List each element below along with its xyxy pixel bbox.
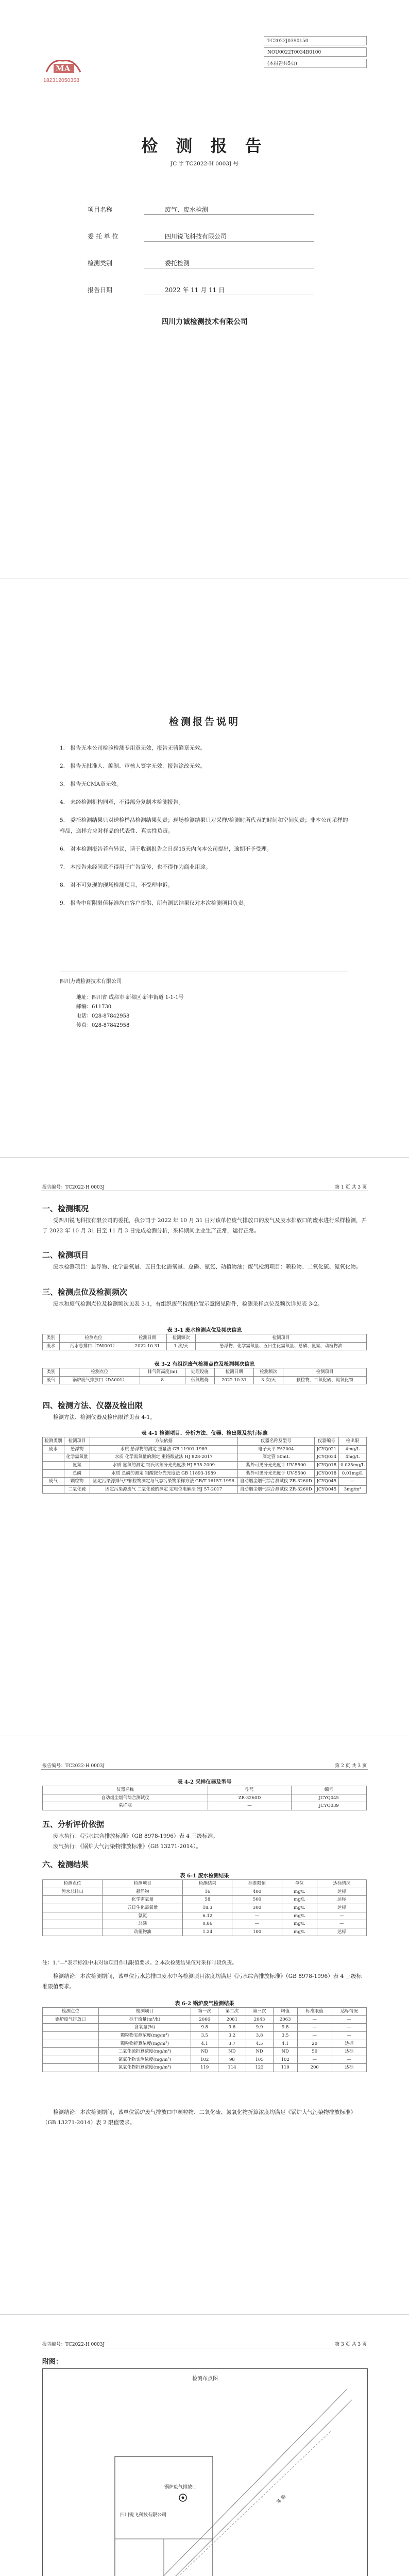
table-cell: 100	[232, 1928, 282, 1936]
table-cell: 114	[218, 2064, 246, 2072]
attachment-page	[0, 2314, 409, 2576]
contact-label: 传真：	[76, 1023, 92, 1028]
table-cell: 123	[246, 2064, 273, 2072]
report-number: JC 字 TC2022-H 0003J 号	[171, 161, 238, 167]
table-cell: 50	[297, 2048, 332, 2056]
table-cell	[43, 2048, 99, 2056]
table-header: 检测项目	[64, 1437, 90, 1446]
table-cell: 达标	[332, 2040, 366, 2048]
table-cell: 颗粒物	[64, 1478, 90, 1486]
table-cell: 水质 化学需氧量的测定 重铬酸盐法 HJ 828-2017	[90, 1453, 237, 1462]
table-cell	[43, 1904, 103, 1912]
table-header: 检测类别	[43, 1437, 64, 1446]
table-header: 检测点位	[43, 2008, 99, 2016]
table-cell: 达标	[317, 1888, 366, 1896]
table-cell: —	[208, 1802, 292, 1810]
table-3-1	[42, 1334, 367, 1350]
table-header: 达标情况	[332, 2008, 366, 2016]
contact-label: 邮编：	[76, 1004, 92, 1010]
note-item: 7. 本报告未经同意不得用于广告宣传，也不得作为商业用途。	[60, 864, 211, 870]
table-cell: mg/L	[282, 1920, 317, 1928]
notes-company: 四川力诚检测技术有限公司	[60, 979, 122, 985]
table-row	[43, 1904, 367, 1912]
table-cell: 20	[297, 2040, 332, 2048]
table-cell: —	[332, 2031, 366, 2040]
table-cell: ND	[246, 2048, 273, 2056]
table-cell: 0.025mg/L	[338, 1461, 366, 1469]
table-cell: JCYQ045	[315, 1478, 339, 1486]
table-cell: 2081	[218, 2015, 246, 2024]
table-cell: 固定污染源排气中颗粒物测定与气态污染物采样方法 GB/T 16157-1996	[90, 1478, 237, 1486]
site-map-frame	[42, 2368, 368, 2576]
table-cell: 2063	[273, 2015, 297, 2024]
table-cell: 达标	[317, 1928, 366, 1936]
table-cell: 0.01mg/L	[338, 1469, 366, 1478]
table-row	[43, 1928, 367, 1936]
code-line-3: (本报告共5页)	[264, 59, 367, 68]
table-cell: 标干流量(m³/h)	[98, 2015, 191, 2024]
table-cell: 氮氧化物折算浓度(mg/m³)	[98, 2064, 191, 2072]
page-header-left: 报告编号：TC2022-H 0003J	[42, 1764, 105, 1769]
table-cell: 总磷	[64, 1469, 90, 1478]
page-header-left: 报告编号：TC2022-H 0003J	[42, 1185, 105, 1190]
page-header-right: 第 2 页 共 3 页	[335, 1764, 367, 1769]
table-cell: 105	[246, 2056, 273, 2064]
table-cell: 3.7	[218, 2040, 246, 2048]
table-4-1	[42, 1437, 367, 1494]
table-cell: 自动烟尘烟气综合测试仪 ZR-3260D	[237, 1485, 315, 1494]
table-cell: 达标	[332, 2064, 366, 2072]
table-cell: 颗粒物折算浓度(mg/m³)	[98, 2040, 191, 2048]
table-cell: 18.3	[183, 1904, 232, 1912]
table-header: 检测点位	[43, 1880, 103, 1888]
table-cell: 1 次/天	[167, 1342, 196, 1350]
note-item: 1. 报告无本公司检验检测专用章无效，报告无骑缝章无效。	[60, 745, 206, 751]
table-cell: 200	[297, 2064, 332, 2072]
table-cell: 1.24	[183, 1928, 232, 1936]
table-cell: 16	[183, 1888, 232, 1896]
table-cell	[43, 1912, 103, 1920]
table-row	[43, 1920, 367, 1928]
table-header: 型号	[208, 1786, 292, 1794]
table-header: 单位	[282, 1880, 317, 1888]
table-cell: 98	[218, 2056, 246, 2064]
table-header: 检测日期	[214, 1368, 254, 1377]
table-cell: ND	[273, 2048, 297, 2056]
table-cell: 3.5	[191, 2031, 218, 2040]
table-header: 仪器名称及型号	[237, 1437, 315, 1446]
cma-logo	[44, 57, 82, 76]
contact-label: 地址：	[76, 995, 92, 1001]
table-row	[43, 1469, 367, 1478]
table-cell: JCYQ021	[315, 1445, 339, 1453]
field-label: 委 托 单 位	[88, 233, 118, 240]
table-cell: 动植物油	[103, 1928, 183, 1936]
table-cell: 2022.10.31	[128, 1342, 166, 1350]
notes-title: 检测报告说明	[168, 716, 240, 727]
table-cell	[43, 1928, 103, 1936]
table-cell	[43, 2056, 99, 2064]
content-page-2	[0, 1736, 409, 2315]
table-cell: —	[332, 2015, 366, 2024]
section-2-text: 废水检测项目：悬浮物、化学需氧量、五日生化需氧量、总磷、氨氮、动植物油；废气检测项目：颗粒物、二氧化硫、氮氧化物。	[53, 1264, 362, 1270]
table-cell: 颗粒物实测浓度(mg/m³)	[98, 2031, 191, 2040]
table-row	[43, 1485, 367, 1494]
note-item: 2. 报告无批准人、编制、审核人签字无效，报告涂改无效。	[60, 763, 206, 769]
table-cell: 102	[191, 2056, 218, 2064]
table-cell: 8	[140, 1376, 185, 1384]
table-6-1-title: 表 6-1 废水检测结果	[180, 1873, 229, 1879]
table-header: 检测项目	[195, 1334, 366, 1343]
table-cell: 固定污染源废气 二氧化硫的测定 定电位电解法 HJ 57-2017	[90, 1485, 237, 1494]
table-cell	[43, 1896, 103, 1904]
section-3-title: 三、检测点位及检测频次	[42, 1287, 128, 1297]
table-header: 类别	[43, 1334, 60, 1343]
table-cell: 废气	[43, 1376, 60, 1384]
table-cell: 4mg/L	[338, 1445, 366, 1453]
table-cell: 颗粒物、二氧化硫、氮氧化物	[283, 1376, 366, 1384]
table-cell	[43, 1469, 64, 1478]
table-cell: 采样瓶	[43, 1802, 208, 1810]
table-header: 检测点位	[60, 1368, 140, 1377]
section-5-item: 废气执行：《锅炉大气污染物排放标准》（GB 13271-2014）。	[53, 1843, 201, 1850]
table-cell: 低氮燃烧	[185, 1376, 215, 1384]
table-cell: —	[338, 1478, 366, 1486]
table-4-1-title: 表 4-1 检测项目、分析方法、仪器、检出限及执行标准	[141, 1431, 268, 1436]
table-row	[43, 1794, 367, 1802]
table-3-2	[42, 1368, 367, 1384]
table-cell: 400	[232, 1888, 282, 1896]
table-row	[43, 1896, 367, 1904]
field-value: 委托检测	[165, 260, 190, 267]
contact-block	[76, 993, 184, 1030]
table-cell: ZR-3260D	[208, 1794, 292, 1802]
cover-page	[0, 0, 409, 579]
table-cell: 119	[191, 2064, 218, 2072]
table-cell: 达标	[332, 2048, 366, 2056]
table-cell: 二氧化硫折算浓度(mg/m³)	[98, 2048, 191, 2056]
table-header: 检测结果	[183, 1880, 232, 1888]
table-cell: mg/L	[282, 1904, 317, 1912]
note-item: 5. 委托检测结果只对送检样品检测结果负责；现场检测结果只对采样/检测时所代表的时间和空间负责；非本公司采样的样品，送样方应对样品的代表性、真实性负责。	[60, 817, 348, 834]
table-cell: ND	[191, 2048, 218, 2056]
table-row	[43, 2031, 367, 2040]
table-row	[43, 1478, 367, 1486]
table-row	[43, 2015, 367, 2024]
table-header: 仪器编号	[315, 1437, 339, 1446]
notes-page	[0, 579, 409, 1158]
table-cell: 500	[232, 1896, 282, 1904]
field-label: 项目名称	[88, 206, 113, 213]
table-cell	[43, 1920, 103, 1928]
table-row	[43, 1888, 367, 1896]
section-4-title: 四、检测方法、仪器及检出限	[42, 1401, 143, 1410]
table-cell: 9.8	[191, 2024, 218, 2032]
table-header: 第三次	[246, 2008, 273, 2016]
table-cell	[43, 1461, 64, 1469]
table-4-2-title: 表 4-2 采样仪器及型号	[177, 1780, 232, 1785]
code-line-1: TC2022J0390150	[264, 36, 367, 45]
table-header: 检测频次	[254, 1368, 283, 1377]
note-item: 4. 未经检测机构同意，不得部分复制本检测报告。	[60, 799, 184, 805]
table-row	[43, 1461, 367, 1469]
table-6-1-note: 注：1."—"表示标准中未对该项目作出限值要求。2.本次检测结果仅对采样时段负责。	[42, 1960, 237, 1966]
table-header: 排气筒高度(m)	[140, 1368, 185, 1377]
map-factory-label: 四川锐飞科技有限公司	[120, 2513, 167, 2518]
table-4-2	[42, 1786, 367, 1810]
table-cell: 4mg/L	[338, 1453, 366, 1462]
table-header: 检测项目	[283, 1368, 366, 1377]
table-cell: 污水总排口	[43, 1888, 103, 1896]
table-cell: JCYQ039	[291, 1802, 366, 1810]
section-1-title: 一、检测概况	[42, 1204, 89, 1213]
section-3-text: 废水和废气检测点位及检测频次见表 3-1，有组织废气检测位置示意图见附件，检测采样点位及频次详见表 3-2。	[53, 1301, 323, 1307]
table-cell: —	[332, 2024, 366, 2032]
table-cell	[43, 2064, 99, 2072]
table-cell: 悬浮物、化学需氧量、五日生化需氧量、总磷、氨氮、动植物油	[195, 1342, 366, 1350]
table-header: 第一次	[191, 2008, 218, 2016]
table-cell	[43, 2024, 99, 2032]
contact-value: 四川省·成都市·新都区·新丰街道 1-1-1号	[92, 995, 184, 1001]
page-header-right: 第 1 页 共 3 页	[335, 1185, 367, 1190]
section-1-text: 受四川锐飞科技有限公司的委托，我公司于 2022 年 10 月 31 日对该单位废气排放口的废气及废水排放口的废水进行采样检测，并于 2022 年 10 月 31 日至 11 月 3 日完成检测分析，采样期间企业生产正常，运行正常。	[42, 1217, 367, 1234]
table-cell: 达标	[317, 1896, 366, 1904]
page-header-right: 第 3 页 共 3 页	[335, 2342, 367, 2347]
section-6-title: 六、检测结果	[42, 1860, 89, 1869]
table-cell: mg/L	[282, 1928, 317, 1936]
table-header: 编号	[291, 1786, 366, 1794]
table-cell: 废水	[43, 1342, 60, 1350]
table-cell: 化学需氧量	[103, 1896, 183, 1904]
table-cell: 锅炉废气排放口	[43, 2015, 99, 2024]
table-cell: 3 次/天	[254, 1376, 283, 1384]
table-cell: ND	[218, 2048, 246, 2056]
contact-value: 028-87842958	[92, 1013, 130, 1019]
table-header: 标准限值	[297, 2008, 332, 2016]
table-cell	[43, 1453, 64, 1462]
table-cell	[43, 2031, 99, 2040]
map-stack-label: 锅炉废气排放口	[164, 2485, 197, 2490]
table-header: 标准限值	[232, 1880, 282, 1888]
table-row	[43, 2056, 367, 2064]
conclusion-1: 检测结论：本次检测期间，该单位污水总排口废水中各检测项目浓度均满足《污水综合排放标准》（GB 8978-1996）表 4 三级标准限值要求。	[42, 1973, 362, 1990]
table-cell: 废气	[43, 1478, 64, 1486]
table-cell: 化学需氧量	[64, 1453, 90, 1462]
table-header: 第二次	[218, 2008, 246, 2016]
table-cell: —	[297, 2031, 332, 2040]
table-cell: 300	[232, 1904, 282, 1912]
table-cell: 自动烟尘烟气综合测试仪	[43, 1794, 208, 1802]
table-6-2	[42, 2007, 367, 2072]
field-value: 2022 年 11 月 11 日	[165, 286, 225, 294]
table-header: 检测项目	[103, 1880, 183, 1888]
table-6-2-title: 表 6-2 锅炉废气检测结果	[175, 2001, 234, 2007]
table-cell: 2066	[191, 2015, 218, 2024]
table-header: 检测项目	[98, 2008, 191, 2016]
table-cell: 2043	[246, 2015, 273, 2024]
site-map-drawing	[43, 2369, 367, 2576]
table-cell: —	[297, 2015, 332, 2024]
cma-logo-text: MA	[56, 64, 71, 73]
table-cell: 悬浮物	[103, 1888, 183, 1896]
table-cell: 119	[273, 2064, 297, 2072]
section-5-item: 废水执行：《污水综合排放标准》（GB 8978-1996）表 4 三级标准。	[53, 1833, 218, 1839]
table-cell: 水质 氨氮的测定 纳氏试剂分光光度法 HJ 535-2009	[90, 1461, 237, 1469]
table-cell: 9.9	[246, 2024, 273, 2032]
table-header: 检测频次	[167, 1334, 196, 1343]
table-cell	[43, 2040, 99, 2048]
attachment-title: 附图：	[42, 2358, 63, 2366]
table-cell: JCYQ018	[315, 1461, 339, 1469]
field-value: 废气、废水检测	[165, 206, 209, 213]
section-4-text: 检测方法、检测仪器及检出限详见表 4-1。	[53, 1414, 156, 1420]
table-cell: 二氧化硫	[64, 1485, 90, 1494]
table-cell: —	[317, 1912, 366, 1920]
table-cell: JCYQ045	[315, 1485, 339, 1494]
table-cell: 氨氮	[103, 1912, 183, 1920]
note-item: 6. 对本检测报告若有异议，请于收到报告之日起15天内向本公司提出，逾期不予受理。	[60, 846, 272, 852]
table-cell: 102	[273, 2056, 297, 2064]
table-cell: 氮氧化物实测浓度(mg/m³)	[98, 2056, 191, 2064]
table-cell: 污水总排口（DW001）	[59, 1342, 128, 1350]
table-cell: 58	[183, 1896, 232, 1904]
table-cell: 3.2	[218, 2031, 246, 2040]
table-cell: 3mg/m³	[338, 1485, 366, 1494]
table-cell: 氨氮	[64, 1461, 90, 1469]
table-cell: 废水	[43, 1445, 64, 1453]
note-item: 3. 报告无CMA章无效。	[60, 781, 122, 787]
table-header: 仪器名称	[43, 1786, 208, 1794]
table-cell: 含氧量(%)	[98, 2024, 191, 2032]
table-header: 检测日期	[128, 1334, 166, 1343]
table-header: 检测点位	[59, 1334, 128, 1343]
table-row	[43, 1445, 367, 1453]
table-row	[43, 1376, 367, 1384]
table-cell: —	[232, 1920, 282, 1928]
table-row	[43, 1453, 367, 1462]
table-cell: —	[332, 2056, 366, 2064]
table-row	[43, 2064, 367, 2072]
table-cell: 0.86	[183, 1920, 232, 1928]
table-cell: mg/L	[282, 1912, 317, 1920]
table-cell: —	[232, 1912, 282, 1920]
table-cell: 达标	[317, 1904, 366, 1912]
table-cell: 电子天平 FA2004	[237, 1445, 315, 1453]
section-5-title: 五、分析评价依据	[42, 1820, 105, 1829]
notes-list	[60, 743, 348, 909]
table-cell: mg/L	[282, 1896, 317, 1904]
table-header: 均值	[273, 2008, 297, 2016]
table-cell: 锅炉废气排放口（DA001）	[60, 1376, 140, 1384]
table-header: 方法依据	[90, 1437, 237, 1446]
table-cell: 水质 总磷的测定 钼酸铵分光光度法 GB 11893-1989	[90, 1469, 237, 1478]
table-cell: 紫外可见分光光度计 UV-5500	[237, 1461, 315, 1469]
table-cell	[43, 1485, 64, 1494]
table-row	[43, 2024, 367, 2032]
field-value: 四川锐飞科技有限公司	[165, 233, 227, 240]
contact-value: 028-87842958	[92, 1023, 130, 1028]
section-2-title: 二、检测项目	[42, 1250, 89, 1260]
note-item: 9. 报告中所附限值标准均由客户提供，所有测试结果仅对本次检测项目负责。	[60, 900, 249, 906]
table-3-2-title: 表 3-2 有组织废气检测点位及检测频次信息	[154, 1362, 255, 1367]
table-cell: mg/L	[282, 1888, 317, 1896]
table-cell: JCYQ045	[291, 1794, 366, 1802]
table-row	[43, 1802, 367, 1810]
table-header: 达标情况	[317, 1880, 366, 1888]
code-line-2: NOU0022T0034B0100	[264, 47, 367, 57]
table-cell: 悬浮物	[64, 1445, 90, 1453]
table-cell: 9.8	[273, 2024, 297, 2032]
contact-value: 611730	[92, 1004, 112, 1010]
table-cell: 4.5	[246, 2040, 273, 2048]
table-cell: 4.1	[273, 2040, 297, 2048]
site-map-title: 检测布点图	[192, 2376, 218, 2382]
table-6-1	[42, 1879, 367, 1936]
conclusion-2: 检测结论：本次检测期间，该单位锅炉废气排放口中颗粒物、二氧化硫、氮氧化物折算浓度均满足《锅炉大气污染物排放标准》（GB 13271-2014）表 2 限值要求。	[42, 2109, 356, 2126]
table-header: 检出限	[338, 1437, 366, 1446]
table-cell: 滴定管 50mL	[237, 1453, 315, 1462]
table-cell: 五日生化需氧量	[103, 1904, 183, 1912]
table-row	[43, 2048, 367, 2056]
report-title: 检 测 报 告	[141, 136, 268, 156]
note-item: 8. 对不可复现的现场检测项目，不受理申诉。	[60, 882, 174, 888]
cma-code: 182312050358	[43, 77, 80, 83]
table-cell: 3.8	[246, 2031, 273, 2040]
table-cell: JCYQ018	[315, 1469, 339, 1478]
table-cell: 4.1	[191, 2040, 218, 2048]
table-cell: —	[297, 2056, 332, 2064]
table-cell: JCYQ034	[315, 1453, 339, 1462]
content-page-1	[0, 1157, 409, 1736]
page-header-left: 报告编号：TC2022-H 0003J	[42, 2342, 105, 2347]
table-cell: 6.12	[183, 1912, 232, 1920]
map-road-label: 某 路	[276, 2494, 287, 2505]
table-cell: 紫外可见分光光度计 UV-5500	[237, 1469, 315, 1478]
table-header: 处理设施	[185, 1368, 215, 1377]
table-row	[43, 2040, 367, 2048]
table-3-1-title: 表 3-1 废水检测点位及频次信息	[167, 1328, 242, 1333]
cover-company: 四川力诚检测技术有限公司	[161, 318, 248, 326]
table-cell: 9.6	[218, 2024, 246, 2032]
table-row	[43, 1912, 367, 1920]
table-row	[43, 1342, 367, 1350]
table-cell: 3.5	[273, 2031, 297, 2040]
table-cell: 总磷	[103, 1920, 183, 1928]
table-cell: —	[297, 2024, 332, 2032]
table-cell: 水质 悬浮物的测定 重量法 GB 11901-1989	[90, 1445, 237, 1453]
table-cell: 自动烟尘烟气综合测试仪 ZR-3260D	[237, 1478, 315, 1486]
field-label: 报告日期	[88, 286, 113, 294]
table-cell: —	[317, 1920, 366, 1928]
field-label: 检测类别	[88, 260, 113, 267]
table-header: 类别	[43, 1368, 60, 1377]
contact-label: 电话：	[76, 1013, 92, 1019]
table-cell: 2022.10.31	[214, 1376, 254, 1384]
